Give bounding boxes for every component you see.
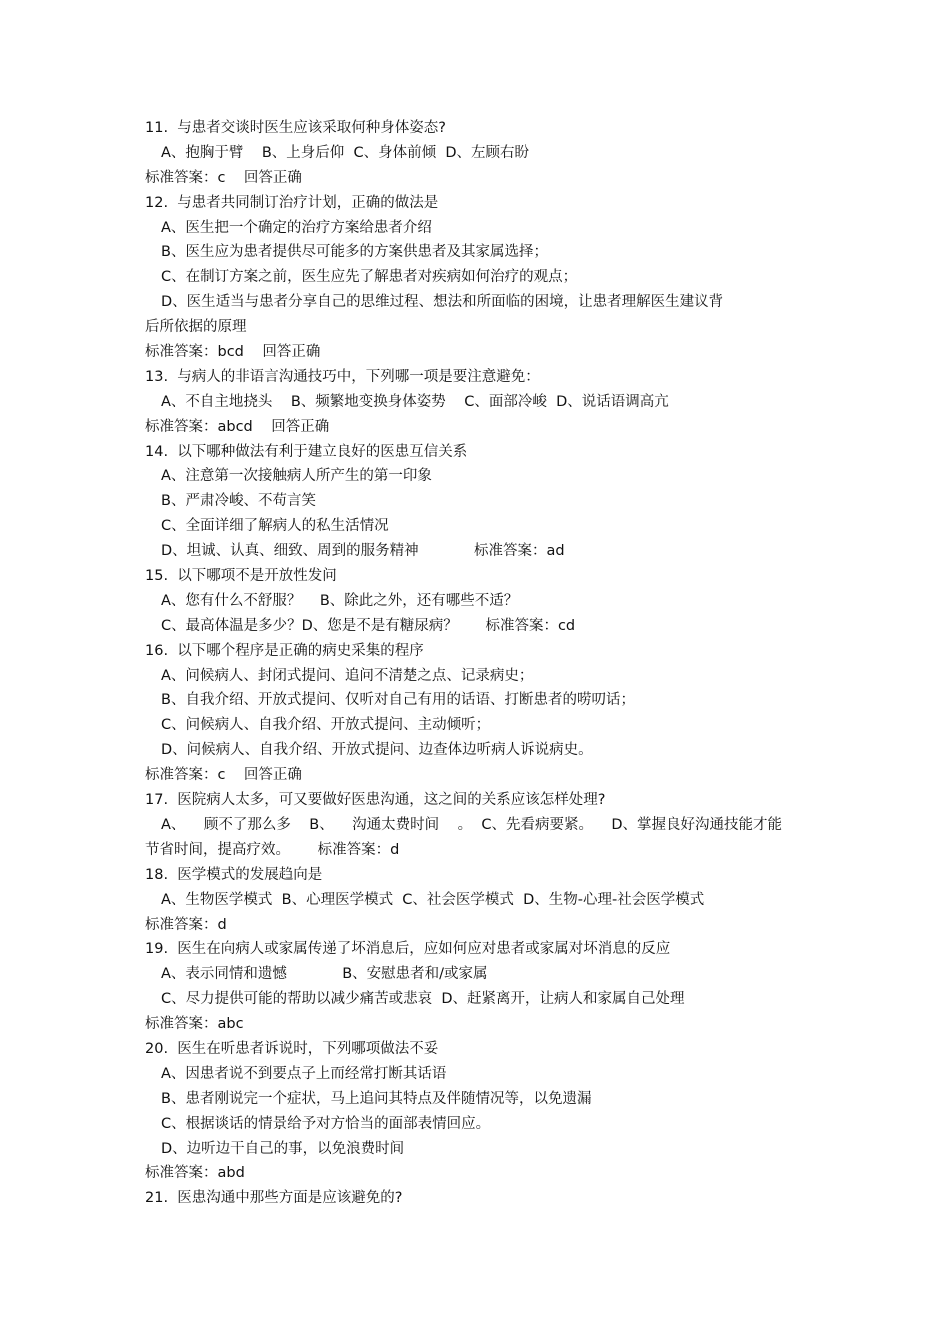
text-line: A、 顾不了那么多 B、 沟通太费时间 。 C、先看病要紧。 D、掌握良好沟通技能才能 bbox=[161, 816, 783, 833]
text-line: B、患者刚说完一个症状，马上追问其特点及伴随情况等，以免遗漏 bbox=[161, 1090, 592, 1107]
text-line: 节省时间，提高疗效。 标准答案：d bbox=[145, 841, 400, 858]
text-line: 17. 医院病人太多，可又要做好医患沟通，这之间的关系应该怎样处理? bbox=[145, 792, 606, 809]
text-line: A、因患者说不到要点子上而经常打断其话语 bbox=[161, 1065, 447, 1082]
text-line: 13. 与病人的非语言沟通技巧中，下列哪一项是要注意避免： bbox=[145, 368, 540, 385]
text-line: C、尽力提供可能的帮助以减少痛苦或悲哀 D、赶紧离开，让病人和家属自己处理 bbox=[161, 991, 685, 1008]
text-line: B、自我介绍、开放式提问、仅听对自己有用的话语、打断患者的唠叨话； bbox=[161, 692, 635, 709]
text-line: C、根据谈话的情景给予对方恰当的面部表情回应。 bbox=[161, 1115, 491, 1132]
text-line: 16. 以下哪个程序是正确的病史采集的程序 bbox=[145, 642, 424, 659]
text-line: A、不自主地挠头 B、频繁地变换身体姿势 C、面部冷峻 D、说话语调高亢 bbox=[161, 393, 669, 410]
text-line: D、边听边干自己的事，以免浪费时间 bbox=[161, 1140, 405, 1157]
text-line: 11. 与患者交谈时医生应该采取何种身体姿态? bbox=[145, 120, 446, 136]
text-line: B、严肃冷峻、不苟言笑 bbox=[161, 493, 316, 510]
text-line: 14. 以下哪种做法有利于建立良好的医患互信关系 bbox=[145, 443, 468, 460]
text-line: 19. 医生在向病人或家属传递了坏消息后，应如何应对患者或家属对坏消息的反应 bbox=[145, 941, 671, 958]
text-line: C、最高体温是多少？D、您是不是有糖尿病？ 标准答案：cd bbox=[161, 617, 576, 634]
text-line: A、抱胸于臂 B、上身后仰 C、身体前倾 D、左顾右盼 bbox=[161, 144, 530, 161]
question-list bbox=[145, 116, 815, 1211]
text-line: C、全面详细了解病人的私生活情况 bbox=[161, 518, 389, 535]
text-line: A、注意第一次接触病人所产生的第一印象 bbox=[161, 468, 432, 485]
text-line: 18. 医学模式的发展趋向是 bbox=[145, 866, 323, 883]
text-line: 标准答案：abcd 回答正确 bbox=[145, 418, 330, 435]
text-line: 15. 以下哪项不是开放性发问 bbox=[145, 568, 337, 585]
text-line: 标准答案：bcd 回答正确 bbox=[145, 344, 321, 361]
text-line: A、医生把一个确定的治疗方案给患者介绍 bbox=[161, 219, 432, 236]
text-line: D、医生适当与患者分享自己的思维过程、想法和所面临的困境，让患者理解医生建议背 bbox=[161, 294, 724, 311]
text-line: 标准答案：abc bbox=[145, 1016, 244, 1033]
text-line: 20. 医生在听患者诉说时，下列哪项做法不妥 bbox=[145, 1040, 439, 1057]
text-line: 标准答案：d bbox=[145, 916, 227, 933]
text-line: A、表示同情和遗憾 B、安慰患者和/或家属 bbox=[161, 966, 488, 983]
text-line: A、生物医学模式 B、心理医学模式 C、社会医学模式 D、生物-心理-社会医学模式 bbox=[161, 891, 705, 908]
text-line: B、医生应为患者提供尽可能多的方案供患者及其家属选择； bbox=[161, 244, 548, 261]
text-line: D、坦诚、认真、细致、周到的服务精神 标准答案：ad bbox=[161, 543, 565, 560]
text-line: C、问候病人、自我介绍、开放式提问、主动倾听； bbox=[161, 717, 491, 734]
text-line: D、问候病人、自我介绍、开放式提问、边查体边听病人诉说病史。 bbox=[161, 742, 593, 759]
text-line: C、在制订方案之前，医生应先了解患者对疾病如何治疗的观点； bbox=[161, 269, 578, 286]
text-line: 标准答案：c 回答正确 bbox=[145, 169, 302, 186]
text-line: A、您有什么不舒服？ B、除此之外，还有哪些不适？ bbox=[161, 592, 519, 609]
text-line: 标准答案：c 回答正确 bbox=[145, 767, 302, 784]
text-line: 后所依据的原理 bbox=[145, 319, 247, 336]
text-line: 21. 医患沟通中那些方面是应该避免的? bbox=[145, 1190, 403, 1207]
text-line: 12. 与患者共同制订治疗计划，正确的做法是 bbox=[145, 194, 439, 211]
text-line: 标准答案：abd bbox=[145, 1165, 245, 1182]
text-line: A、问候病人、封闭式提问、追问不清楚之点、记录病史； bbox=[161, 667, 534, 684]
